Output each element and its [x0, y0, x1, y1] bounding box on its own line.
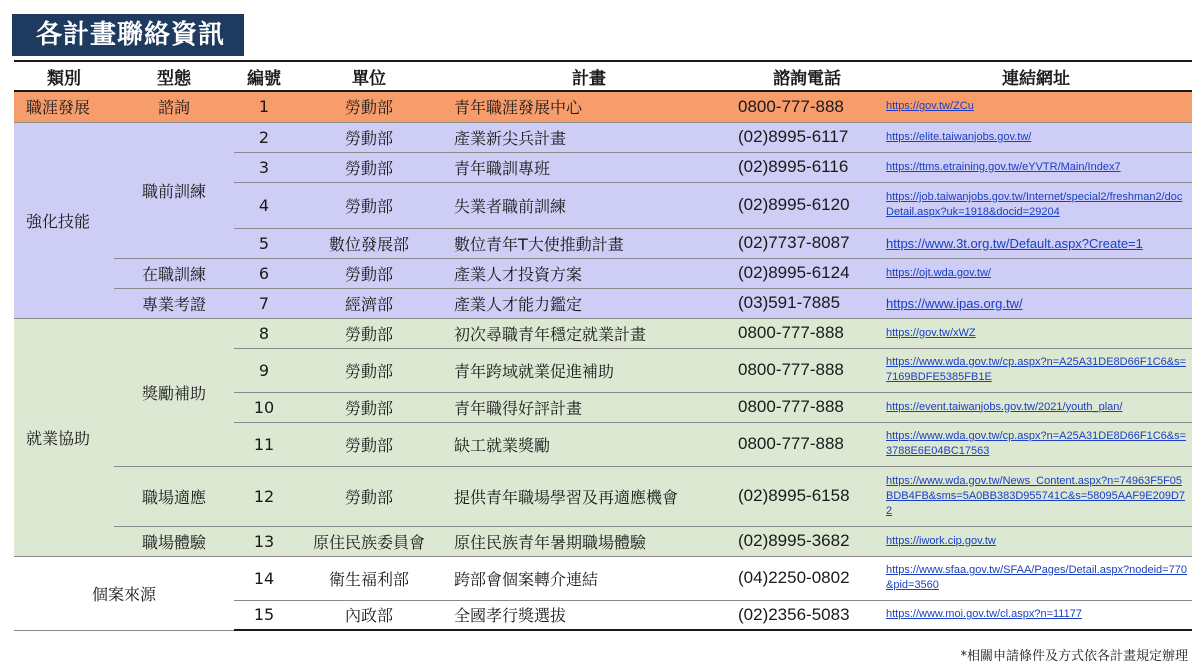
number-cell: 13 [234, 526, 294, 556]
table-row [14, 556, 1192, 600]
unit-cell: 勞動部 [294, 182, 444, 228]
plan-link[interactable]: https://www.wda.gov.tw/News_Content.aspx?n=74963F5F05BDB4FB&sms=5A0BB383D955741C&s=58095AAF9E209D72 [886, 474, 1186, 517]
header-phone: 諮詢電話 [734, 61, 880, 91]
category-cell: 就業協助 [14, 318, 114, 556]
unit-cell: 勞動部 [294, 348, 444, 392]
plan-cell: 產業人才投資方案 [444, 258, 734, 288]
url-cell [880, 556, 1192, 600]
plan-link[interactable]: https://ttms.etraining.gov.tw/eYVTR/Main/Index7 [886, 160, 1121, 173]
phone-cell: (02)7737-8087 [734, 228, 880, 258]
category-cell: 職涯發展 [14, 91, 114, 122]
number-cell: 6 [234, 258, 294, 288]
phone-cell: 0800-777-888 [734, 392, 880, 422]
type-cell: 在職訓練 [114, 258, 234, 288]
plan-link[interactable]: https://www.wda.gov.tw/cp.aspx?n=A25A31DE8D66F1C6&s=3788E6E04BC17563 [886, 430, 1187, 457]
plan-cell: 全國孝行獎選拔 [444, 600, 734, 630]
plan-cell: 失業者職前訓練 [444, 182, 734, 228]
unit-cell: 經濟部 [294, 288, 444, 318]
table-row [14, 122, 1192, 152]
number-cell: 7 [234, 288, 294, 318]
unit-cell: 勞動部 [294, 152, 444, 182]
plan-cell: 缺工就業獎勵 [444, 422, 734, 466]
footnote: *相關申請條件及方式依各計畫規定辦理 [960, 649, 1188, 664]
url-cell [880, 422, 1192, 466]
plan-link[interactable]: https://event.taiwanjobs.gov.tw/2021/youth_plan/ [886, 400, 1123, 413]
plan-cell: 產業新尖兵計畫 [444, 122, 734, 152]
number-cell: 14 [234, 556, 294, 600]
header-unit: 單位 [294, 61, 444, 91]
url-cell [880, 182, 1192, 228]
number-cell: 15 [234, 600, 294, 630]
plan-link[interactable]: https://www.ipas.org.tw/ [886, 295, 1023, 311]
url-cell [880, 392, 1192, 422]
url-cell [880, 122, 1192, 152]
number-cell: 12 [234, 466, 294, 526]
unit-cell: 勞動部 [294, 122, 444, 152]
unit-cell: 勞動部 [294, 422, 444, 466]
plan-link[interactable]: https://elite.taiwanjobs.gov.tw/ [886, 130, 1032, 143]
plan-link[interactable]: https://job.taiwanjobs.gov.tw/Internet/special2/freshman2/docDetail.aspx?uk=1918&docid=29204 [886, 191, 1183, 218]
plan-cell: 青年跨域就業促進補助 [444, 348, 734, 392]
number-cell: 3 [234, 152, 294, 182]
plan-link[interactable]: https://ojt.wda.gov.tw/ [886, 266, 991, 279]
table-header-row [14, 61, 1192, 91]
number-cell: 1 [234, 91, 294, 122]
plan-cell: 原住民族青年暑期職場體驗 [444, 526, 734, 556]
type-cell: 專業考證 [114, 288, 234, 318]
unit-cell: 內政部 [294, 600, 444, 630]
table-row [14, 526, 1192, 556]
phone-cell: 0800-777-888 [734, 318, 880, 348]
phone-cell: 0800-777-888 [734, 91, 880, 122]
table-row [14, 288, 1192, 318]
url-cell [880, 600, 1192, 630]
phone-cell: (02)8995-6120 [734, 182, 880, 228]
plan-link[interactable]: https://www.3t.org.tw/Default.aspx?Create=1 [886, 235, 1143, 251]
unit-cell: 勞動部 [294, 91, 444, 122]
number-cell: 11 [234, 422, 294, 466]
plan-link[interactable]: https://gov.tw/ZCu [886, 100, 974, 113]
plan-link[interactable]: https://www.moi.gov.tw/cl.aspx?n=11177 [886, 608, 1082, 621]
url-cell [880, 348, 1192, 392]
unit-cell: 勞動部 [294, 318, 444, 348]
unit-cell: 數位發展部 [294, 228, 444, 258]
url-cell [880, 91, 1192, 122]
unit-cell: 衛生福利部 [294, 556, 444, 600]
phone-cell: 0800-777-888 [734, 422, 880, 466]
plan-cell: 青年職得好評計畫 [444, 392, 734, 422]
plan-link[interactable]: https://gov.tw/xWZ [886, 326, 976, 339]
table-row [14, 91, 1192, 122]
plan-link[interactable]: https://www.sfaa.gov.tw/SFAA/Pages/Detail.aspx?nodeid=770&pid=3560 [886, 564, 1187, 591]
url-cell [880, 288, 1192, 318]
table-row [14, 466, 1192, 526]
plan-cell: 初次尋職青年穩定就業計畫 [444, 318, 734, 348]
header-plan: 計畫 [444, 61, 734, 91]
plan-link[interactable]: https://iwork.cip.gov.tw [886, 534, 996, 547]
unit-cell: 勞動部 [294, 258, 444, 288]
plan-cell: 青年職涯發展中心 [444, 91, 734, 122]
phone-cell: (02)8995-6158 [734, 466, 880, 526]
number-cell: 2 [234, 122, 294, 152]
phone-cell: (02)8995-3682 [734, 526, 880, 556]
category-cell: 強化技能 [14, 122, 114, 318]
number-cell: 4 [234, 182, 294, 228]
phone-cell: 0800-777-888 [734, 348, 880, 392]
plan-cell: 產業人才能力鑑定 [444, 288, 734, 318]
header-url: 連結網址 [880, 61, 1192, 91]
table-row [14, 258, 1192, 288]
table-row [14, 318, 1192, 348]
phone-cell: (02)2356-5083 [734, 600, 880, 630]
url-cell [880, 152, 1192, 182]
phone-cell: (03)591-7885 [734, 288, 880, 318]
url-cell [880, 526, 1192, 556]
type-cell: 職場適應 [114, 466, 234, 526]
header-type: 型態 [114, 61, 234, 91]
unit-cell: 勞動部 [294, 466, 444, 526]
number-cell: 5 [234, 228, 294, 258]
url-cell [880, 318, 1192, 348]
number-cell: 9 [234, 348, 294, 392]
phone-cell: (02)8995-6124 [734, 258, 880, 288]
page-title: 各計畫聯絡資訊 [12, 14, 244, 56]
header-category: 類別 [14, 61, 114, 91]
unit-cell: 勞動部 [294, 392, 444, 422]
plan-cell: 青年職訓專班 [444, 152, 734, 182]
contact-table [14, 60, 1192, 631]
plan-cell: 跨部會個案轉介連結 [444, 556, 734, 600]
type-cell: 諮詢 [114, 91, 234, 122]
phone-cell: (02)8995-6116 [734, 152, 880, 182]
type-cell: 獎勵補助 [114, 318, 234, 466]
number-cell: 8 [234, 318, 294, 348]
phone-cell: (04)2250-0802 [734, 556, 880, 600]
url-cell [880, 258, 1192, 288]
type-cell: 職前訓練 [114, 122, 234, 258]
type-cell: 職場體驗 [114, 526, 234, 556]
plan-link[interactable]: https://www.wda.gov.tw/cp.aspx?n=A25A31DE8D66F1C6&s=7169BDFE5385FB1E [886, 356, 1187, 383]
category-cell: 個案來源 [14, 556, 234, 630]
number-cell: 10 [234, 392, 294, 422]
phone-cell: (02)8995-6117 [734, 122, 880, 152]
unit-cell: 原住民族委員會 [294, 526, 444, 556]
url-cell [880, 466, 1192, 526]
plan-cell: 提供青年職場學習及再適應機會 [444, 466, 734, 526]
plan-cell: 數位青年T大使推動計畫 [444, 228, 734, 258]
header-number: 編號 [234, 61, 294, 91]
url-cell [880, 228, 1192, 258]
